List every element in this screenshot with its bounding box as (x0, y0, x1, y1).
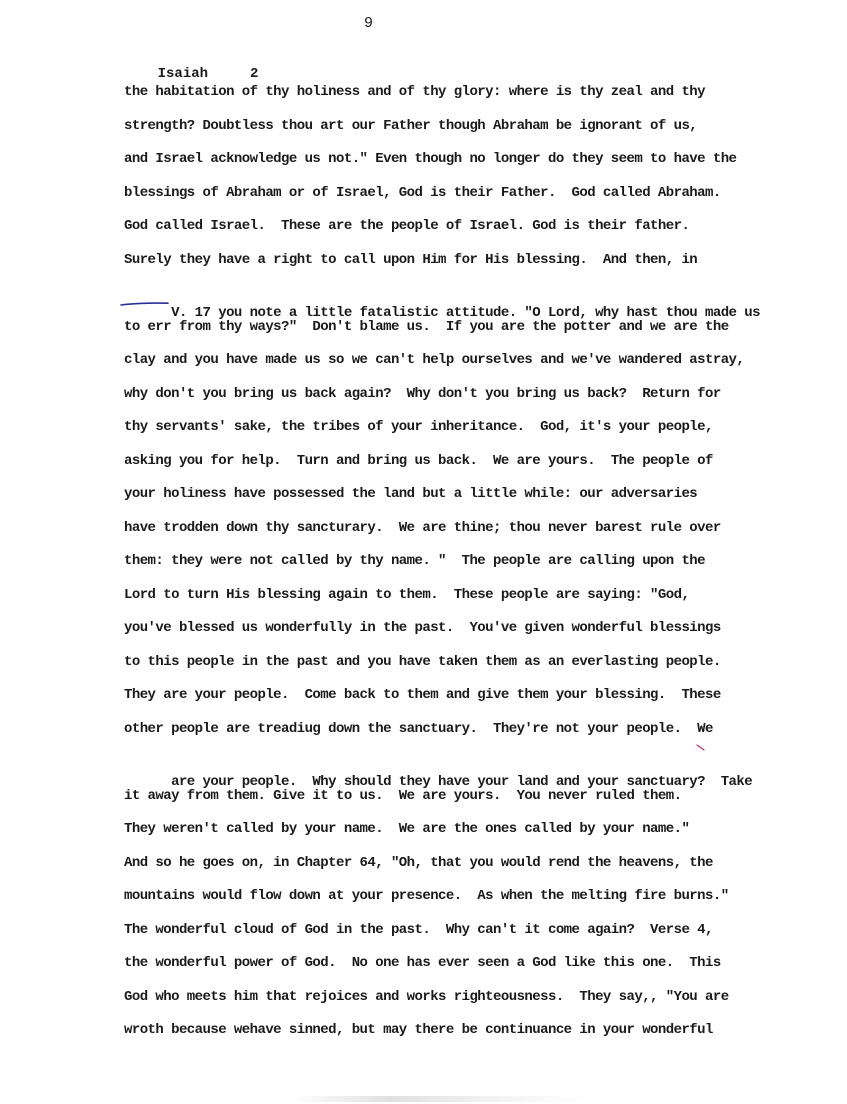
text-line: They weren't called by your name. We are the ones called by your name." (124, 821, 690, 837)
handwritten-underline-mark (120, 301, 170, 307)
text-line: mountains would flow down at your presence. As when the melting fire burns." (124, 888, 729, 904)
text-line: have trodden down thy sancturary. We are thine; thou never barest rule over (124, 519, 721, 536)
text-line: The wonderful cloud of God in the past. Why can't it come again? Verse 4, (124, 921, 713, 938)
text-line: to this people in the past and you have taken them as an everlasting people. (124, 653, 721, 670)
scan-smudge (290, 1096, 590, 1102)
text-line: other people are treadiug down the sanctuary. They're not your people. We (124, 720, 713, 737)
text-line: strength? Doubtless thou art our Father though Abraham be ignorant of us, (124, 117, 698, 134)
text-line-content: V. 17 you note a little fatalistic attitude. "O Lord, why hast thou made us (171, 305, 760, 321)
text-line: Lord to turn His blessing again to them. These people are saying: "God, (124, 586, 690, 603)
text-line: God who meets him that rejoices and works righteousness. They say,, "You are (124, 988, 729, 1005)
text-line: God called Israel. These are the people of Israel. God is their father. (124, 218, 690, 234)
text-line: They are your people. Come back to them and give them your blessing. These (124, 687, 721, 703)
text-line-content: are your people. Why should they have your land and your sanctuary? Take (171, 774, 753, 790)
text-line: it away from them. Give it to us. We are yours. You never ruled them. (124, 787, 682, 804)
text-line: you've blessed us wonderfully in the past. You've given wonderful blessings (124, 620, 721, 636)
handwritten-tick-mark (696, 744, 706, 752)
book-title: Isaiah (157, 66, 209, 82)
text-line: why don't you bring us back again? Why don't you bring us back? Return for (124, 385, 721, 402)
text-line: and Israel acknowledge us not." Even though no longer do they seem to have the (124, 151, 737, 167)
text-line: blessings of Abraham or of Israel, God is their Father. God called Abraham. (124, 184, 721, 201)
text-line: them: they were not called by thy name. " The people are calling upon the (124, 553, 706, 569)
text-line: asking you for help. Turn and bring us back. We are yours. The people of (124, 452, 713, 469)
text-line: the habitation of thy holiness and of thy glory: where is thy zeal and thy (124, 84, 706, 100)
page-number: 9 (364, 15, 374, 32)
text-line-with-tick (124, 752, 824, 790)
text-line-verse-17 (124, 283, 824, 321)
text-line: clay and you have made us so we can't help ourselves and we've wandered astray, (124, 352, 745, 368)
text-line: wroth because wehave sinned, but may there be continuance in your wonderful (124, 1022, 713, 1038)
text-line: to err from thy ways?" Don't blame us. If you are the potter and we are the (124, 318, 729, 335)
chapter-number: 2 (250, 66, 259, 82)
text-line: thy servants' sake, the tribes of your inheritance. God, it's your people, (124, 419, 713, 435)
text-line: Surely they have a right to call upon Him for His blessing. And then, in (124, 251, 698, 268)
text-line: the wonderful power of God. No one has ever seen a God like this one. This (124, 955, 721, 971)
text-line: And so he goes on, in Chapter 64, "Oh, that you would rend the heavens, the (124, 854, 713, 871)
text-line: your holiness have possessed the land but a little while: our adversaries (124, 486, 698, 502)
body-text (124, 82, 824, 1054)
